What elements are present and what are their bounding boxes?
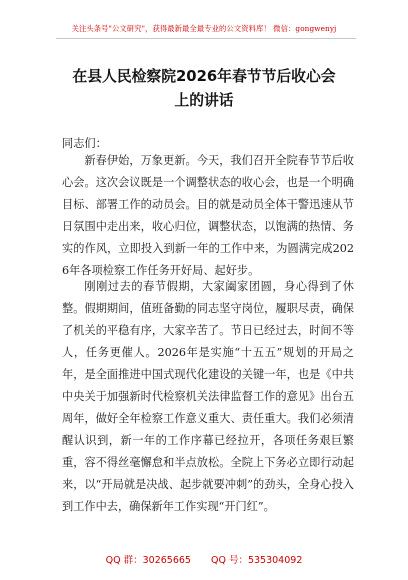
document-title-line-1: 在县人民检察院2026年春节节后收心会 bbox=[72, 68, 336, 85]
footer-qq-number: QQ 号：535304092 bbox=[210, 555, 303, 566]
document-title bbox=[0, 65, 408, 113]
salutation: 同志们： bbox=[62, 137, 107, 150]
body-paragraph-2: 刚刚过去的春节假期，大家阖家团圆，身心得到了休整。假期期间，值班备勤的同志坚守岗位，履职尽责，确保了机关的平稳有序，大家辛苦了。节日已经过去，时间不等人，任务更催人。2026年是实施“十五五”规划的开局之年，是全面推进中国式现代化建设的关键一年，也是《中共中央关于加强新时代检察机关法律监督工作的意见》出台五周年，做好全年检察工作意义重大、责任重大。我们必须清醒认识到，新一年的工作序幕已经拉开，各项任务艰巨繁重，容不得丝毫懈怠和半点放松。全院上下务必立即行动起来，以“开局就是决战、起步就要冲刺”的劲头，全身心投入到工作中去，确保新年工作实现“开门红”。 bbox=[62, 280, 354, 513]
body-paragraph-1: 新春伊始，万象更新。今天，我们召开全院春节节后收心会。这次会议既是一个调整状态的收心会，也是一个明确目标、部署工作的动员会。目的就是动员全体干警迅速从节日氛围中走出来，收心归位，调整状态，以饱满的热情、务实的作风，立即投入到新一年的工作中来，为圆满完成2026年各项检察工作任务开好局、起好步。 bbox=[62, 154, 354, 277]
document-title-line-2: 上的讲话 bbox=[174, 92, 234, 109]
header-divider bbox=[56, 38, 356, 39]
footer-contact bbox=[0, 552, 408, 566]
footer-qq-group: QQ 群：30265665 bbox=[105, 555, 191, 566]
header-banner: 关注头条号"公文研究"，获得最新最全最专业的公文资料库！ 微信：gongwenyj bbox=[71, 24, 337, 33]
